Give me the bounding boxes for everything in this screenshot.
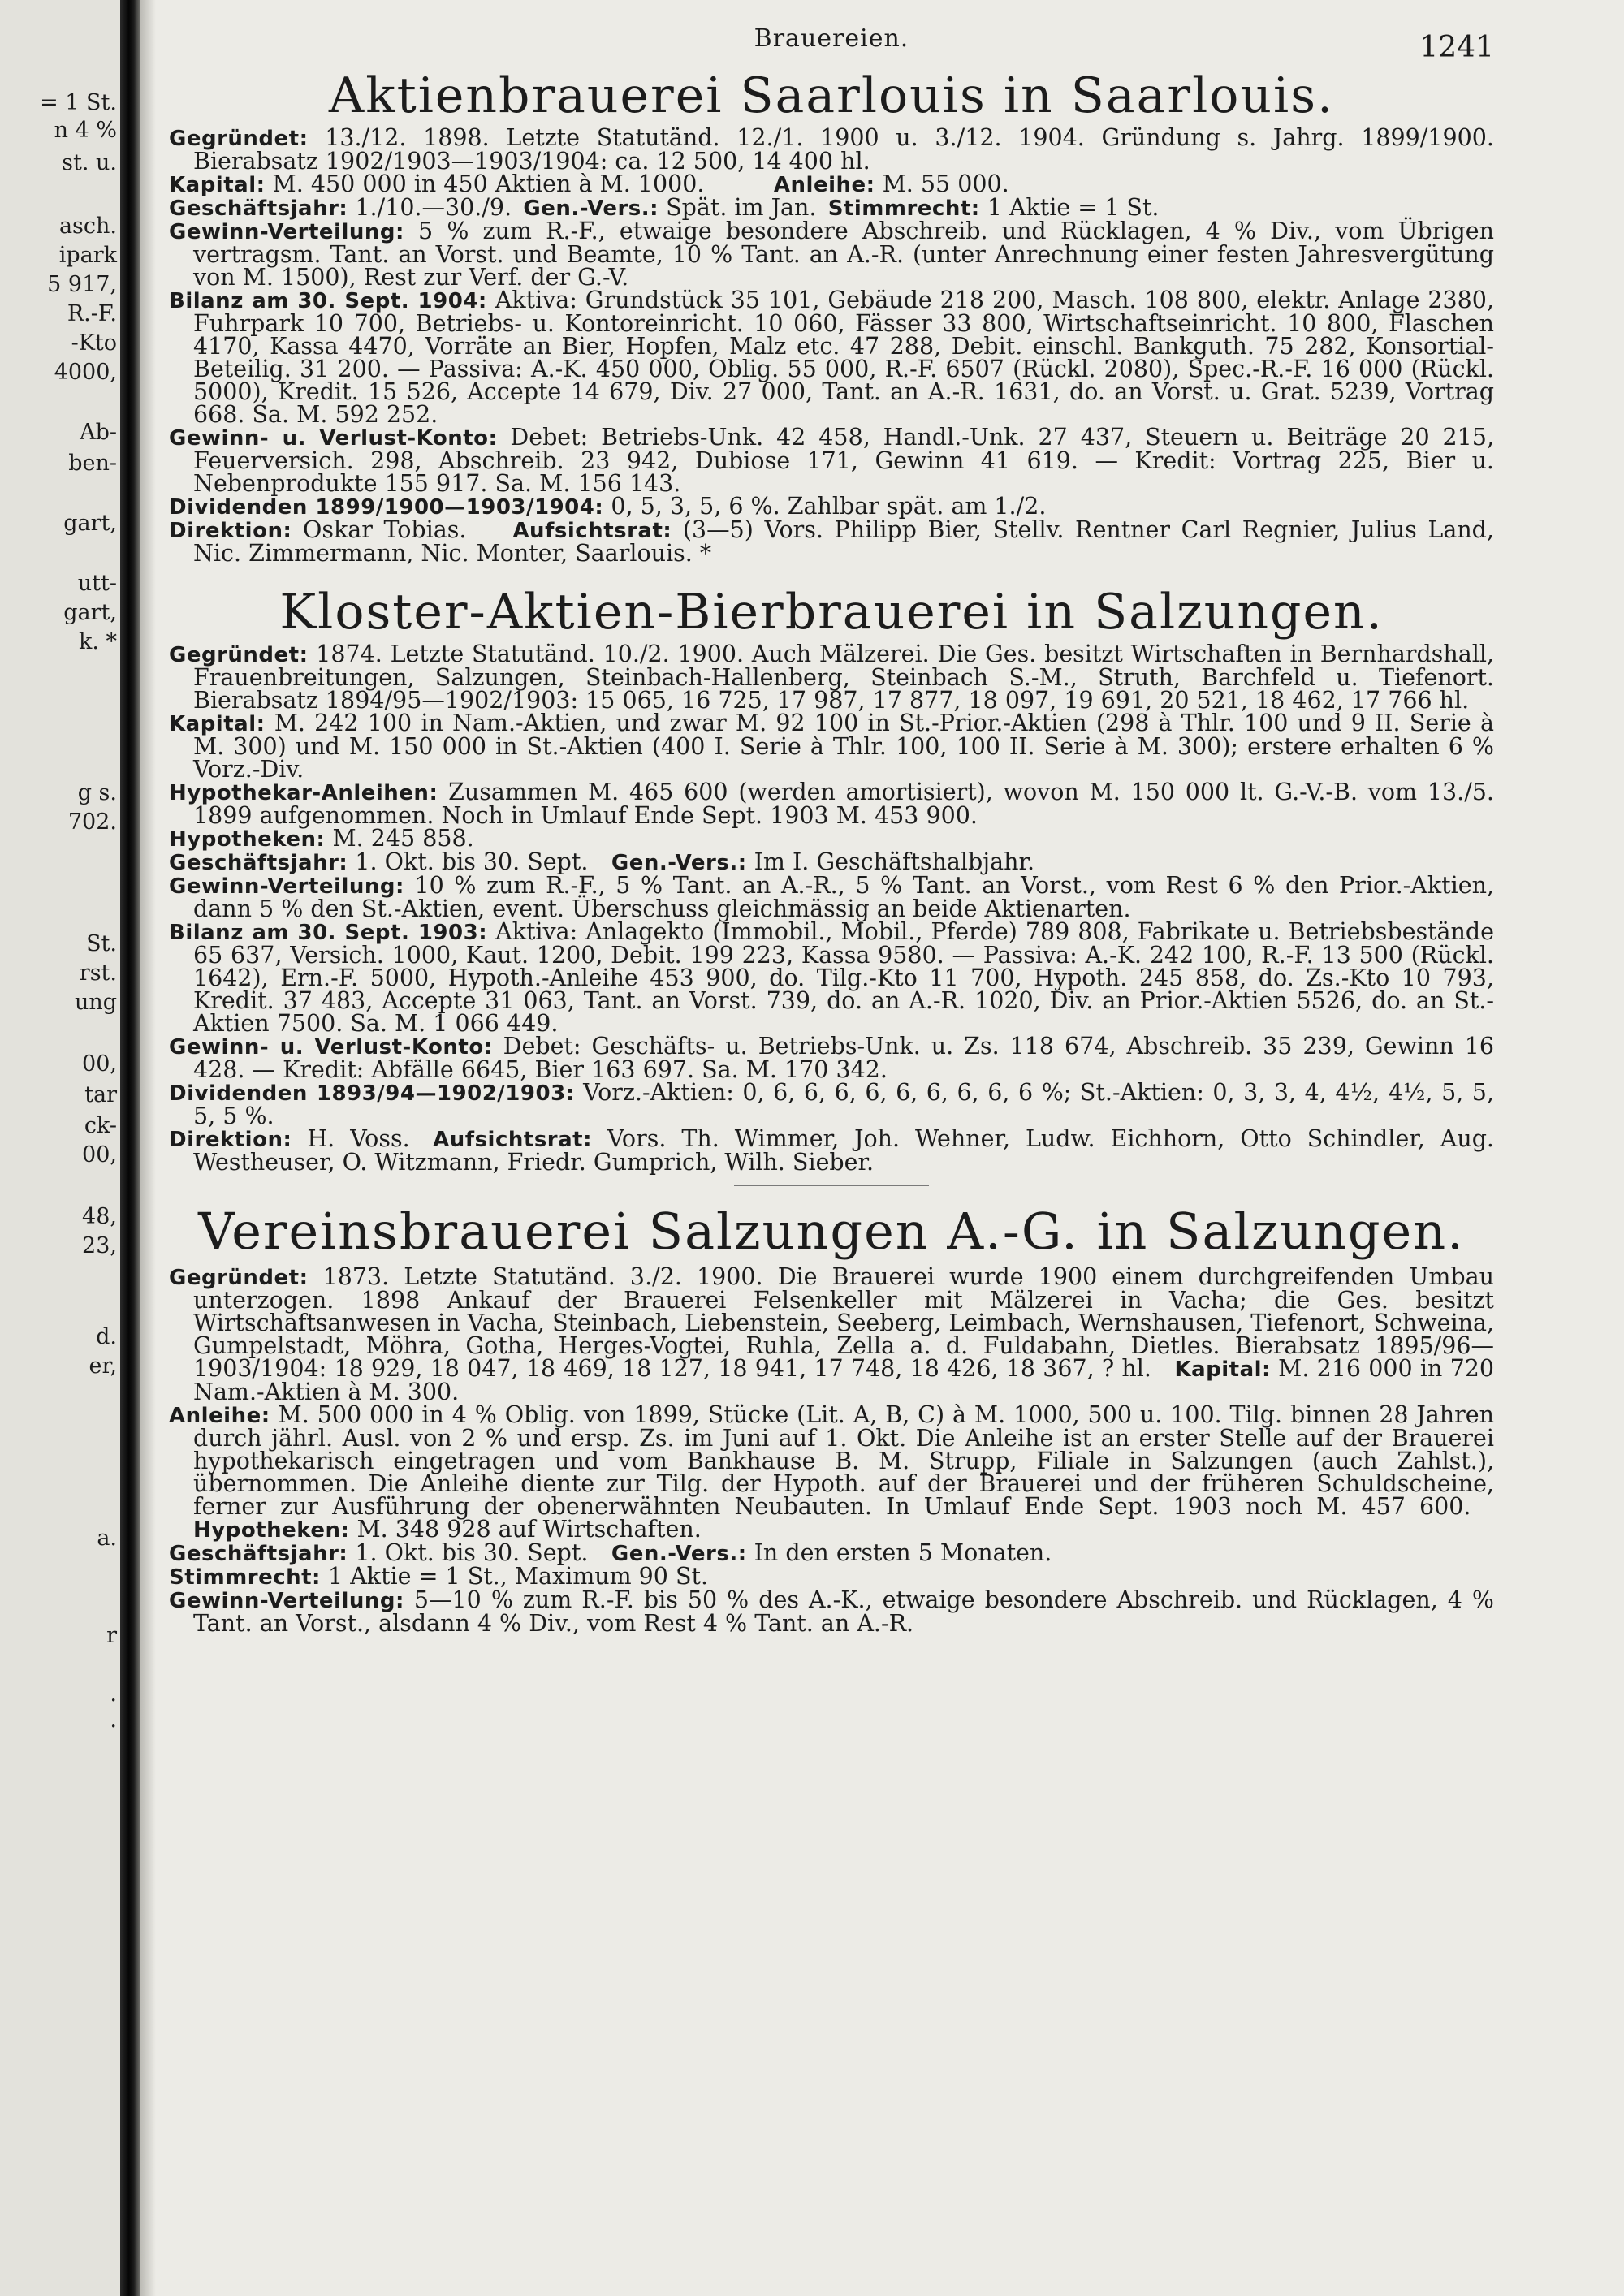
left-fragment: = 1 St. [40,90,117,115]
entry-label: Anleihe: [773,173,875,197]
left-fragment: gart, [63,600,117,625]
entry-text: 10 % zum R.-F., 5 % Tant. an A.-R., 5 % Tant. an Vorst., vom Rest 6 % den Prior.-Aktien, dann 5 % den St.-Aktien, event. Überschuss gleichmässig an beide Aktienarten. [193,872,1494,922]
entry-label: Dividenden 1899/1900—1903/1904: [169,495,604,520]
entry-label: Direktion: [169,1128,292,1152]
left-fragment: rst. [79,960,117,986]
entry-label: Hypothekar-Anleihen: [169,781,438,805]
left-fragment: er, [89,1353,117,1379]
left-fragment: 00, [82,1051,117,1077]
entry-label: Bilanz am 30. Sept. 1903: [169,921,488,945]
entry-text: M. 450 000 in 450 Aktien à M. 1000. [265,170,705,197]
entry-label: Hypotheken: [169,827,326,852]
left-fragment: 00, [82,1142,117,1167]
left-fragment: g s. [77,780,117,805]
left-fragment: a. [97,1526,117,1551]
entry-label: Gen.-Vers.: [611,851,747,875]
entry-label: Gen.-Vers.: [611,1542,747,1566]
left-page-margin [0,0,120,2296]
entry-text: 1. Okt. bis 30. Sept. [348,848,589,875]
entry-text: 1873. Letzte Statutänd. 3./2. 1900. Die Brauerei wurde 1900 einem durchgreifenden Umbau unterzogen. 1898 Ankauf der Brauerei Felsenkeller mit Mälzerei in Vacha; die Ges. besitzt Wirtschaftsanwesen in Vacha, Steinbach, Liebenstein, Seeberg, Leimbach, Wernshausen, Tiefenort, Schweina, Gumpelstadt, Möhra, Gotha, Herges-Vogtei, Ruhla, Zella a. d. Fuldabahn, Dietles. Bierabsatz 1895/96—1903/1904: 18 929, 18 047, 18 469, 18 127, 18 941, 17 748, 18 426, 18 367, ? hl. [193,1263,1494,1382]
company-entry-vereinsbrauerei [169,1202,1494,1635]
entry-text: 1874. Letzte Statutänd. 10./2. 1900. Auch Mälzerei. Die Ges. besitzt Wirtschaften in Bernhardshall, Frauenbreitungen, Salzungen, Steinbach-Hallenberg, Steinbach S.-M., Struth, Barchfeld u. Tiefenort. Bierabsatz 1894/95—1902/1903: 15 065, 16 725, 17 987, 17 877, 18 097, 19 691, 20 521, 18 462, 17 766 hl. [193,641,1494,714]
running-head [169,18,1494,67]
company-entry-saarlouis [169,67,1494,565]
left-fragment: gart, [63,511,117,536]
company-entry-kloster [169,583,1494,1174]
entry-fiscal-year [169,848,1494,875]
entry-capital [169,712,1494,781]
left-fragment: tar [84,1082,117,1107]
entry-text: 5—10 % zum R.-F. bis 50 % des A.-K., etwaige besondere Abschreib. und Rücklagen, 4 % Tant. an Vorst., alsdann 4 % Div., vom Rest 4 % Tant. an A.-R. [193,1586,1494,1637]
left-fragment: r [106,1623,117,1648]
left-fragment: St. [86,931,117,956]
entry-profit-distribution [169,1586,1494,1637]
entry-label: Geschäftsjahr: [169,1542,348,1566]
entry-text: Debet: Geschäfts- u. Betriebs-Unk. u. Zs. 118 674, Abschreib. 35 239, Gewinn 16 428. — Kredit: Abfälle 6645, Bier 163 697. Sa. M. 170 342. [193,1033,1494,1083]
entry-profit-loss [169,1035,1494,1081]
entry-text: 1 Aktie = 1 St. [979,194,1160,221]
entry-label: Kapital: [1174,1357,1271,1382]
entry-text: M. 500 000 in 4 % Oblig. von 1899, Stücke (Lit. A, B, C) à M. 1000, 500 u. 100. Tilg. binnen 28 Jahren durch jährl. Ausl. von 2 % und ersp. Zs. im Juni auf 1. Okt. Die Anleihe ist an erster Stelle auf der Brauerei hypothekarisch eingetragen und vom Bankhause B. M. Strupp, Filiale in Salzungen (auch Zahlst.), übernommen. Die Anleihe diente zur Tilg. der Hypoth. auf der Brauerei und der früheren Schuldscheine, ferner zur Ausführung der obenerwähnten Neubauten. In Umlauf Ende Sept. 1903 noch M. 457 600. [193,1401,1494,1520]
left-fragment: utt- [77,571,117,596]
entry-text: Aktiva: Anlagekto (Immobil., Mobil., Pferde) 789 808, Fabrikate u. Betriebsbestände 65 637, Versich. 1000, Kaut. 1200, Debit. 199 223, Kassa 9580. — Passiva: A.-K. 242 100, R.-F. 13 500 (Rückl. 1642), Ern.-F. 5000, Hypoth.-Anleihe 453 900, do. Tilg.-Kto 11 700, Hypoth. 245 858, do. Zs.-Kto 10 793, Kredit. 37 483, Accepte 31 063, Tant. an Vorst. 739, do. an A.-R. 1020, Div. an Prior.-Aktien 5526, do. an St.-Aktien 7500. Sa. M. 1 066 449. [193,918,1494,1037]
entry-label: Hypotheken: [193,1518,350,1543]
entry-label: Bilanz am 30. Sept. 1904: [169,289,487,313]
page-shadow [140,0,156,2296]
entry-voting-rights [169,1565,1494,1589]
entry-label: Stimmrecht: [169,1565,321,1590]
left-fragment: st. u. [62,150,117,175]
left-fragment: 702. [67,809,117,835]
entry-management [169,1125,1494,1176]
left-fragment: 48, [82,1204,117,1229]
page-number: 1241 [1419,31,1494,64]
entry-label: Gewinn-Verteilung: [169,1589,404,1613]
entry-text: H. Voss. [292,1125,410,1152]
left-fragment: 4000, [54,360,117,385]
entry-text: M. 55 000. [875,170,1009,197]
left-fragment: ben- [68,451,117,476]
left-fragment: asch. [58,214,117,239]
left-fragment: . [110,1707,117,1733]
entry-text: 5 % zum R.-F., etwaige besondere Abschreib. und Rücklagen, 4 % Div., vom Übrigen vertragsm. Tant. an Vorst. und Beamte, 10 % Tant. an A.-R. (unter Anrechnung einer festen Jahresvergütung von M. 1500), Rest zur Verf. der G.-V. [193,218,1494,291]
left-fragment: k. * [78,629,117,654]
entry-dividends [169,1081,1494,1128]
entry-text: (3—5) Vors. Philipp Bier, Stellv. Rentner Carl Regnier, Julius Land, Nic. Zimmermann, Nic. Monter, Saarlouis. * [193,516,1494,567]
entry-label: Kapital: [169,173,266,197]
left-fragment: ipark [58,243,117,268]
entry-text: 1 Aktie = 1 St., Maximum 90 St. [320,1563,709,1590]
entry-text: M. 348 928 auf Wirtschaften. [349,1516,702,1543]
entry-capital [169,170,1494,197]
entry-label: Aufsichtsrat: [512,519,672,543]
entry-balance-sheet [169,289,1494,426]
entry-label: Gewinn- u. Verlust-Konto: [169,426,498,451]
entry-text: Vors. Th. Wimmer, Joh. Wehner, Ludw. Eichhorn, Otto Schindler, Aug. Westheuser, O. Witzmann, Friedr. Gumprich, Wilh. Sieber. [193,1125,1494,1176]
entry-label: Stimmrecht: [827,196,980,221]
entry-text: M. 245 858. [325,825,474,852]
company-title: Kloster-Aktien-Bierbrauerei in Salzungen. [279,584,1384,641]
entry-mortgages [169,827,1494,851]
entry-text: 1./10.—30./9. [348,194,512,221]
entry-management [169,516,1494,567]
left-fragment: d. [96,1324,117,1349]
left-fragment: 23, [82,1233,117,1258]
entry-text: Spät. im Jan. [659,194,817,221]
entry-text: Vorz.-Aktien: 0, 6, 6, 6, 6, 6, 6, 6, 6, 6 %; St.-Aktien: 0, 3, 3, 4, 4½, 4½, 5, 5, 5, 5 %. [193,1079,1494,1129]
entry-text: In den ersten 5 Monaten. [746,1539,1052,1566]
entry-dividends [169,495,1494,519]
entry-label: Gegründet: [169,643,309,667]
left-fragment: ung [74,990,117,1015]
entry-text: 13./12. 1898. Letzte Statutänd. 12./1. 1900 u. 3./12. 1904. Gründung s. Jahrg. 1899/1900. Bierabsatz 1902/1903—1903/1904: ca. 12 500, 14 400 hl. [193,124,1494,175]
entry-profit-distribution [169,220,1494,289]
entry-label: Dividenden 1893/94—1902/1903: [169,1081,575,1106]
entry-text: 1. Okt. bis 30. Sept. [348,1539,589,1566]
entry-label: Gewinn- u. Verlust-Konto: [169,1035,493,1060]
entry-text: Debet: Betriebs-Unk. 42 458, Handl.-Unk. 27 437, Steuern u. Beiträge 20 215, Feuerversich. 298, Abschreib. 23 942, Dubiose 171, Gewinn 41 619. — Kredit: Vortrag 225, Bier u. Nebenprodukte 155 917. Sa. M. 156 143. [193,424,1494,497]
entry-loan [169,1401,1494,1543]
entry-text: Aktiva: Grundstück 35 101, Gebäude 218 200, Masch. 108 800, elektr. Anlage 2380, Fuhrpark 10 700, Betriebs- u. Kontoreinricht. 10 060, Fässer 33 800, Wirtschaftseinricht. 10 800, Flaschen 4170, Kassa 4470, Vorräte an Bier, Hopfen, Malz etc. 47 288, Debit. einschl. Bankguth. 75 282, Konsortial-Beteilig. 31 200. — Passiva: A.-K. 450 000, Oblig. 55 000, R.-F. 6507 (Rückl. 2080), Spec.-R.-F. 16 000 (Rückl. 5000), Kredit. 15 526, Accepte 14 679, Div. 27 000, Tant. an A.-R. 1631, do. an Vorst. u. Grat. 5239, Vortrag 668. Sa. M. 592 252. [193,287,1494,428]
left-fragment: . [110,1681,117,1707]
entry-founded [169,124,1494,175]
entry-label: Direktion: [169,519,292,543]
entry-founded [169,1263,1494,1405]
entry-text: M. 216 000 in 720 Nam.-Aktien à M. 300. [193,1355,1494,1405]
entry-label: Gen.-Vers.: [523,196,659,221]
section-divider [734,1185,929,1186]
entry-text: 0, 5, 3, 5, 6 %. Zahlbar spät. am 1./2. [603,493,1047,520]
entry-balance-sheet [169,918,1494,1037]
left-fragment: n 4 % [54,118,117,143]
entry-label: Geschäftsjahr: [169,851,348,875]
entry-mortgage-loans [169,781,1494,827]
company-title: Aktienbrauerei Saarlouis in Saarlouis. [328,67,1335,124]
entry-label: Kapital: [169,712,266,736]
left-fragment: R.-F. [67,301,117,326]
entry-label: Geschäftsjahr: [169,196,348,221]
running-title: Brauereien. [754,24,909,53]
book-gutter [120,0,140,2296]
entry-label: Gewinn-Verteilung: [169,874,404,899]
entry-fiscal-year [169,1539,1494,1566]
entry-label: Anleihe: [169,1404,270,1428]
left-fragment: ck- [84,1113,117,1138]
entry-founded [169,643,1494,712]
entry-label: Gegründet: [169,1266,309,1290]
entry-text: Im I. Geschäftshalbjahr. [746,848,1035,875]
left-fragment: 5 917, [47,272,117,297]
entry-text: M. 242 100 in Nam.-Aktien, und zwar M. 92 100 in St.-Prior.-Aktien (298 à Thlr. 100 und 9 II. Serie à M. 300) und M. 150 000 in St.-Aktien (400 I. Serie à Thlr. 100, 100 II. Serie à M. 300); erstere erhalten 6 % Vorz.-Div. [193,710,1494,783]
entry-text: Zusammen M. 465 600 (werden amortisiert), wovon M. 150 000 lt. G.-V.-B. vom 13./5. 1899 aufgenommen. Noch in Umlauf Ende Sept. 1903 M. 453 900. [193,779,1494,829]
entry-profit-distribution [169,874,1494,921]
left-fragment: -Kto [71,330,117,356]
entry-fiscal-year [169,196,1494,220]
company-title: Vereinsbrauerei Salzungen A.-G. in Salzungen. [198,1202,1465,1261]
left-fragment: Ab- [80,420,117,445]
entry-label: Aufsichtsrat: [433,1128,592,1152]
entry-text: Oskar Tobias. [292,516,467,543]
document-page [169,18,1494,2283]
entry-profit-loss [169,426,1494,495]
entry-label: Gewinn-Verteilung: [169,220,404,244]
entry-label: Gegründet: [169,127,309,151]
